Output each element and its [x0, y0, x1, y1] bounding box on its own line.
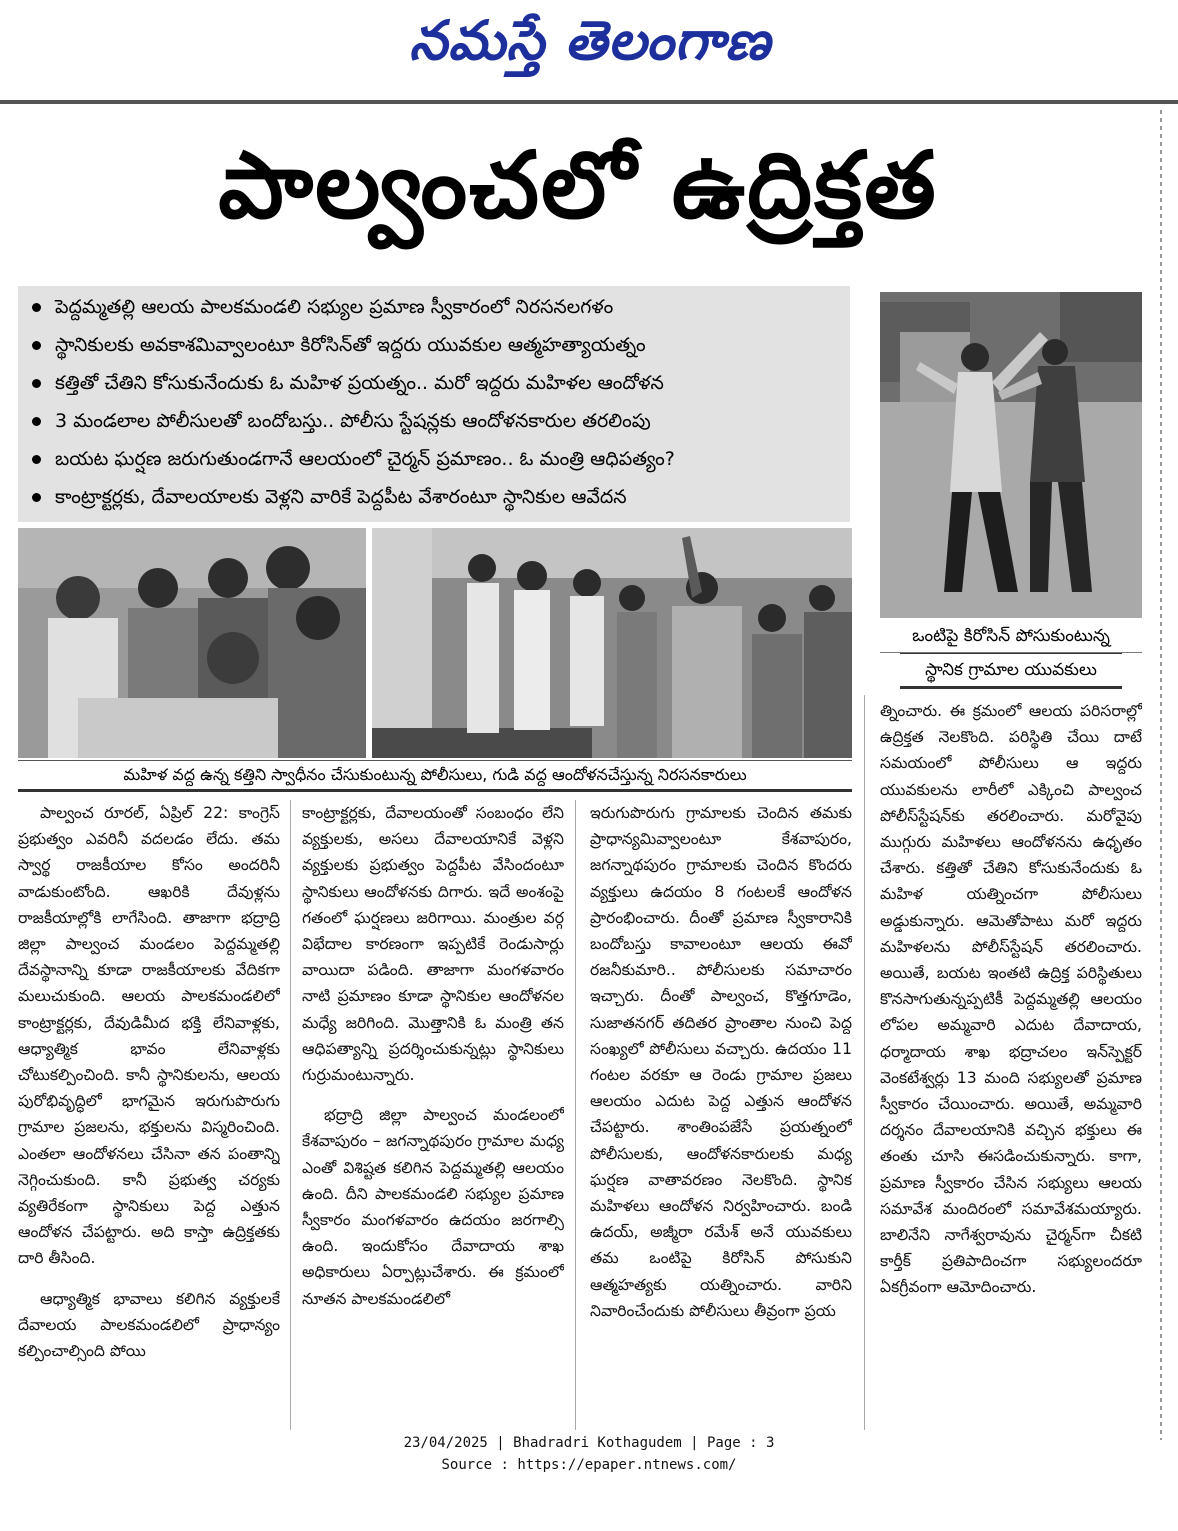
photo-protesters-temple [372, 528, 852, 758]
bullet-icon [32, 455, 41, 464]
highlight-item: బయట ఘర్షణ జరుగుతుండగానే ఆలయంలో చైర్మన్ ప్రమాణం.. ఓ మంత్రి ఆధిపత్యం? [32, 442, 675, 476]
paragraph: కాంట్రాక్టర్లకు, దేవాలయంతో సంబంధం లేని వ్యక్తులకు, అసలు దేవాలయానికే వెళ్లని వ్యక్తులకు ప్రభుత్వం పెద్దపీట వేసిందంటూ స్థానికులు ఆందోళనకు దిగారు. ఇదే అంశంపై గతంలో ఘర్షణలు జరిగాయి. మంత్రుల వర్గ విభేదాల కారణంగా ఇప్పటికే రెండుసార్లు వాయిదా పడింది. తాజాగా మంగళవారం నాటి ప్రమాణం కూడా స్థానికుల ఆందోళనల మధ్యే జరిగింది. మొత్తానికి ఓ మంత్రి తన ఆధిపత్యాన్ని ప్రదర్శించుకున్నట్లు స్థానికులు గుర్రుమంటున్నారు. [302, 804, 564, 1085]
highlight-item: 3 మండలాల పోలీసులతో బందోబస్తు.. పోలీసు స్టేషన్లకు ఆందోళనకారుల తరలింపు [32, 404, 651, 438]
headline: పాల్వంచలో ఉద్రిక్తత [218, 132, 938, 239]
article-column-4 [880, 698, 1142, 1440]
column-divider [290, 800, 291, 1430]
bullet-icon [32, 493, 41, 502]
page-edge-rule [1160, 110, 1162, 1440]
bullet-icon [32, 303, 41, 312]
bullet-icon [32, 379, 41, 388]
photo-youths-kerosene [880, 292, 1142, 618]
article-column-2 [302, 800, 564, 1440]
highlight-item: కాంట్రాక్టర్లకు, దేవాలయాలకు వెళ్లని వారికే పెద్దపీట వేశారంటూ స్థానికుల ఆవేదన [32, 480, 627, 514]
bullet-icon [32, 341, 41, 350]
masthead-rule [0, 100, 1178, 104]
edition-info: 23/04/2025 | Bhadradri Kothagudem | Page : 3 [403, 1435, 775, 1451]
highlight-item: కత్తితో చేతిని కోసుకునేందుకు ఓ మహిళ ప్రయత్నం.. మరో ఇద్దరు మహిళల ఆందోళన [32, 366, 664, 400]
paragraph: భద్రాద్రి జిల్లా పాల్వంచ మండలంలో కేశవాపురం – జగన్నాథపురం గ్రామాల మధ్య ఎంతో విశిష్టత కలిగిన పెద్దమ్మతల్లి ఆలయం ఉంది. దీని పాలకమండలి సభ్యుల ప్రమాణ స్వీకారం మంగళవారం ఉదయం జరగాల్సి ఉంది. ఇందుకోసం దేవాదాయ శాఖ అధికారులు ఏర్పాట్లుచేశారు. ఈ క్రమంలో నూతన పాలకమండలిలో [302, 1106, 564, 1308]
photo-police-woman [18, 528, 366, 758]
column-divider [575, 800, 576, 1430]
source-link[interactable]: Source : https://epaper.ntnews.com/ [441, 1457, 737, 1473]
article-column-3 [590, 800, 852, 1440]
masthead [0, 0, 1178, 100]
column-divider [864, 695, 865, 1430]
highlights-box [18, 286, 850, 522]
bullet-icon [32, 417, 41, 426]
page-footer [0, 1432, 1178, 1476]
paragraph: ఇరుగుపొరుగు గ్రామాలకు చెందిన తమకు ప్రాధాన్యమివ్వాలంటూ కేశవాపురం, జగన్నాథపురం గ్రామాలకు చెందిన కొందరు వ్యక్తులు ఉదయం 8 గంటలకే ఆందోళన ప్రారంభించారు. దీంతో ప్రమాణ స్వీకారానికి బందోబస్తు కావాలంటూ ఆలయ ఈవో రజనీకుమారి.. పోలీసులకు సమాచారం ఇచ్చారు. దీంతో పాల్వంచ, కొత్తగూడెం, సుజాతనగర్ తదితర ప్రాంతాల నుంచి పెద్ద సంఖ్యలో పోలీసులు వచ్చారు. ఉదయం 11 గంటల వరకూ ఆ రెండు గ్రామాల ప్రజలు ఆలయం ఎదుట పెద్ద ఎత్తున ఆందోళన చేపట్టారు. శాంతింపజేసే ప్రయత్నంలో పోలీసులకు, ఆందోళనకారులకు మధ్య ఘర్షణ వాతావరణం నెలకొంది. స్థానిక మహిళలు ఆందోళన నిర్వహించారు. బండి ఉదయ్, అజ్మీరా రమేశ్ అనే యువకులు తమ ఒంటిపై కిరోసిన్ పోసుకుని ఆత్మహత్యకు యత్నించారు. వారిని నివారించేందుకు పోలీసులు తీవ్రంగా ప్రయ [590, 804, 852, 1320]
highlight-item: పెద్దమ్మతల్లి ఆలయ పాలకమండలి సభ్యుల ప్రమాణ స్వీకారంలో నిరసనలగళం [32, 290, 613, 324]
paragraph: త్నించారు. ఈ క్రమంలో ఆలయ పరిసరాల్లో ఉద్రిక్తత నెలకొంది. పరిస్థితి చేయి దాటే సమయంలో పోలీసులు ఆ ఇద్దరు యువకులను లారీలో ఎక్కించి పాల్వంచ పోలీస్‌స్టేషన్‌కు తరలించారు. మరోవైపు ముగ్గురు మహిళలు ఆందోళనను ఉధృతం చేశారు. కత్తితో చేతిని కోసుకునేందుకు ఓ మహిళ యత్నించగా పోలీసులు అడ్డుకున్నారు. ఆమెతోపాటు మరో ఇద్దరు మహిళలను పోలీస్‌స్టేషన్ తరలించారు. అయితే, బయట ఇంతటి ఉద్రిక్త పరిస్థితులు కొనసాగుతున్నప్పటికీ పెద్దమ్మతల్లి ఆలయం లోపల అమ్మవారి ఎదుట దేవాదాయ, ధర్మాదాయ శాఖ భద్రాచలం ఇన్‌స్పెక్టర్ వెంకటేశ్వర్లు 13 మంది సభ్యులతో ప్రమాణ స్వీకారం చేయించారు. అయితే, అమ్మవారి దర్శనం దేవాలయానికి వచ్చిన భక్తులు ఈ తంతు చూసి ఈసడించుకున్నారు. కాగా, ప్రమాణ స్వీకారం చేసిన సభ్యులు ఆలయ సమావేశ మందిరంలో సమావేశమయ్యారు. బాలినేని నాగేశ్వరావును చైర్మన్‌గా చీకటి కార్తీక్ ప్రతిపాదించగా సభ్యులందరూ ఏకగ్రీవంగా ఆమోదించారు. [880, 702, 1142, 1297]
paragraph: ఆధ్యాత్మిక భావాలు కలిగిన వ్యక్తులకే దేవాలయ పాలకమండలిలో ప్రాధాన్యం కల్పించాల్సింది పోయి [18, 1289, 280, 1361]
article-column-1 [18, 800, 280, 1440]
right-photo-caption: ఒంటిపై కిరోసిన్ పోసుకుంటున్న స్థానిక గ్రామాల యువకులు [880, 620, 1142, 690]
highlight-item: స్థానికులకు అవకాశమివ్వాలంటూ కిరోసిన్‌తో ఇద్దరు యువకుల ఆత్మహత్యాయత్నం [32, 328, 646, 362]
paragraph: పాల్వంచ రూరల్, ఏప్రిల్ 22: కాంగ్రెస్ ప్రభుత్వం ఎవరినీ వదలడం లేదు. తమ స్వార్థ రాజకీయాల కోసం అందరినీ వాడుకుంటోంది. ఆఖరికి దేవుళ్లను రాజకీయాల్లోకి లాగేసింది. తాజాగా భద్రాద్రి జిల్లా పాల్వంచ మండలం పెద్దమ్మతల్లి దేవస్థానాన్ని కూడా రాజకీయాలకు వేదికగా మలుచుకుంది. ఆలయ పాలకమండలిలో కాంట్రాక్టర్లకు, దేవుడిమీద భక్తి లేనివాళ్లకు, ఆధ్యాత్మిక భావం లేనివాళ్లకు చోటుకల్పించింది. కానీ స్థానికులను, ఆలయ పురోభివృద్ధిలో భాగమైన ఇరుగుపొరుగు గ్రామాల ప్రజలను, భక్తులను విస్మరించింది. ఎంతలా ఆందోళనలు చేసినా తన పంతాన్ని నెగ్గించుకుంది. కానీ ప్రభుత్వ చర్యకు వ్యతిరేకంగా స్థానికులు పెద్ద ఎత్తున ఆందోళన చేపట్టారు. అది కాస్తా ఉద్రిక్తతకు దారి తీసింది. [18, 804, 280, 1268]
newspaper-logo: నమస్తే తెలంగాణ [409, 9, 771, 72]
left-photos-caption: మహిళ వద్ద ఉన్న కత్తిని స్వాధీనం చేసుకుంటున్న పోలీసులు, గుడి వద్ద ఆందోళనచేస్తున్న నిరసనకారులు [18, 760, 852, 792]
